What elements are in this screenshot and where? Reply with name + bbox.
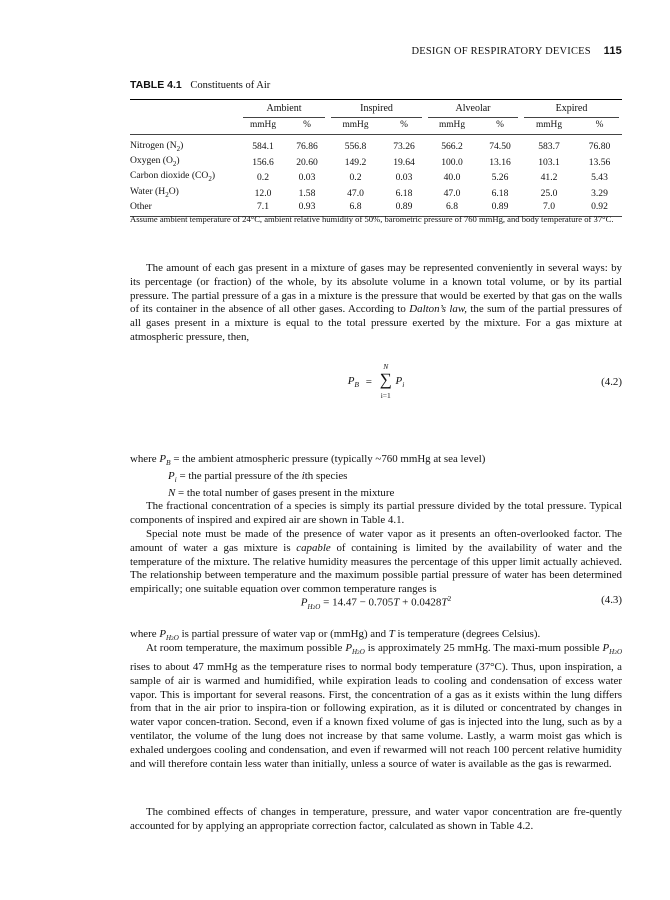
row-label: Other bbox=[130, 201, 152, 213]
cell: 20.60 bbox=[296, 156, 318, 168]
table-row bbox=[130, 201, 622, 213]
row-label: Water $(H_2O)$ bbox=[130, 185, 179, 199]
row-label: Oxygen $(O_2)$ bbox=[130, 154, 180, 168]
cell: 0.2 bbox=[257, 172, 269, 184]
capable-term: capable bbox=[296, 541, 331, 554]
row-label: Carbon dioxide $(CO_2)$ bbox=[130, 170, 216, 184]
cell: 5.26 bbox=[491, 172, 509, 184]
paragraph-correction-factor: The combined effects of changes in temperature, pressure, and water vapor concentration are fre-quently accounted for by applying an appropriate correction factor, calculated as shown in Table 4.2. bbox=[130, 806, 622, 832]
daltons-law-term: Dalton’s law, bbox=[409, 303, 468, 316]
cell: 41.2 bbox=[540, 172, 558, 184]
table-footnote: Assume ambient temperature of 24°C, ambient relative humidity of 50%, barometric pressure of 760 mmHg, and body temperature of 37°C. bbox=[130, 214, 614, 224]
cell: 13.56 bbox=[588, 156, 611, 168]
group-header-ambient: Ambient bbox=[243, 103, 325, 118]
row-label: Nitrogen $(N_2)$ bbox=[130, 139, 184, 153]
group-header-expired: Expired bbox=[524, 103, 619, 118]
cell: 6.18 bbox=[491, 187, 509, 199]
group-header-row bbox=[130, 103, 622, 118]
group-header-alveolar: Alveolar bbox=[428, 103, 518, 118]
variable-definitions bbox=[130, 453, 622, 499]
cell: 5.43 bbox=[591, 172, 608, 184]
paragraph-fractional-concentration: The fractional concentration of a species is simply its partial pressure divided by the total pressure. Typical components of inspired and expired air are shown in Table 4.1. bbox=[130, 500, 622, 526]
cell: 149.2 bbox=[344, 156, 367, 168]
unit-header: mmHg bbox=[425, 118, 479, 135]
unit-header-row bbox=[130, 118, 622, 135]
page-number: 115 bbox=[603, 45, 622, 57]
paragraph-room-temperature: At room temperature, the maximum possible $P_{H2O}$ is approximately 25 mmHg. The maxi-mum possible $P_{H2O}$ rises to about 47 mmHg as the temperature rises to normal body temperature (37°C). Thus, upon inspiration, a sample of air is warmed and humidified, while expiration leads to cooling and condensation of excess water vapor. This is important for several reasons. First, the concentration of a gas as it exists within the lung differs from that in the air prior to inspira-tion or following expiration, as it is diluted or concentrated by changes in water vapor concen-tration. Second, even if a known fixed volume of gas is injected into the lung, such as by a ventilator, the volume of the lung does not increase by that same volume. Lastly, a warm moist gas which is exhaled undergoes cooling and condensation, and even if rewarmed will not reach 100 percent relative humidity and will therefore contain less water than initially, unless a source of water is available as the gas is rewarmed. bbox=[130, 642, 623, 770]
unit-header: % bbox=[383, 118, 425, 135]
cell: 556.8 bbox=[344, 141, 367, 153]
equation-4-2: $P_B$ = N ∑ i=1 $P_i$ (4.2) bbox=[347, 362, 622, 400]
summation-sign: N ∑ i=1 bbox=[379, 362, 392, 400]
table-row bbox=[130, 186, 622, 201]
cell: 0.92 bbox=[591, 201, 608, 213]
definition-pb: where $P_B$ = the ambient atmospheric pressure (typically ~760 mmHg at sea level) bbox=[130, 453, 486, 468]
cell: 74.50 bbox=[489, 141, 511, 153]
cell: 47.0 bbox=[443, 187, 461, 199]
cell: 76.86 bbox=[296, 141, 318, 153]
paragraph-where-ph2o: where $P_{H2O}$ is partial pressure of water vap or (mmHg) and T is temperature (degrees Celsius). bbox=[130, 628, 541, 643]
definition-pi: $P_i$ = the partial pressure of the ith species bbox=[168, 469, 348, 484]
constituents-table bbox=[130, 99, 622, 217]
eq42-term: $P_i$ bbox=[395, 374, 405, 390]
cell: 7.0 bbox=[543, 201, 555, 213]
table-row bbox=[130, 140, 622, 155]
equation-4-3: $P_{H2O} = 14.47 - 0.705T + 0.0428T^2$ (4.3) bbox=[300, 594, 622, 611]
cell: 7.1 bbox=[257, 201, 269, 213]
table-title: Constituents of Air bbox=[190, 80, 271, 91]
paragraph-partial-pressure: The amount of each gas present in a mixture of gases may be represented conveniently in several ways: by its percentage (or fraction) of the whole, by its absolute volume in a known total volume, or by its partial pressure. The partial pressure of a gas in a mixture is the pressure that would be exerted by that gas on the walls of its container in the absence of all other gases. According to Dalton’s law, the sum of the partial pressures of all gases present in a mixture is equal to the total pressure exerted by the mixture. For a gas mixture at atmospheric pressure, then, bbox=[130, 262, 622, 343]
table-label: TABLE 4.1 bbox=[130, 79, 182, 91]
cell: 6.8 bbox=[446, 201, 458, 213]
running-head bbox=[411, 45, 622, 57]
unit-header: mmHg bbox=[328, 118, 383, 135]
cell: 40.0 bbox=[443, 172, 461, 184]
cell: 76.80 bbox=[588, 141, 611, 153]
cell: 3.29 bbox=[591, 187, 608, 199]
cell: 6.8 bbox=[349, 201, 362, 213]
cell: 103.1 bbox=[538, 156, 560, 168]
group-header-inspired: Inspired bbox=[331, 103, 422, 118]
cell: 566.2 bbox=[441, 141, 463, 153]
cell: 156.6 bbox=[252, 156, 274, 168]
unit-header: mmHg bbox=[521, 118, 577, 135]
table-row bbox=[130, 170, 622, 185]
cell: 0.89 bbox=[395, 201, 413, 213]
cell: 0.2 bbox=[349, 172, 362, 184]
equation-number: (4.3) bbox=[601, 594, 622, 606]
cell: 13.16 bbox=[489, 156, 511, 168]
cell: 6.18 bbox=[395, 187, 413, 199]
cell: 19.64 bbox=[393, 156, 415, 168]
cell: 25.0 bbox=[540, 187, 558, 199]
cell: 73.26 bbox=[393, 141, 415, 153]
cell: 0.89 bbox=[491, 201, 509, 213]
cell: 12.0 bbox=[254, 187, 272, 199]
unit-header: % bbox=[577, 118, 622, 135]
cell: 583.7 bbox=[538, 141, 560, 153]
unit-header: % bbox=[479, 118, 521, 135]
eq42-lhs: $P_B$ bbox=[347, 374, 360, 390]
cell: 0.03 bbox=[395, 172, 413, 184]
definition-n: N = the total number of gases present in the mixture bbox=[168, 486, 395, 499]
unit-header: mmHg bbox=[240, 118, 286, 135]
running-head-title: DESIGN OF RESPIRATORY DEVICES bbox=[411, 46, 591, 57]
equation-number: (4.2) bbox=[601, 376, 622, 388]
table-row bbox=[130, 155, 622, 170]
paragraph-water-vapor: Special note must be made of the presence of water vapor as it presents an often-overlooked factor. The amount of water a gas mixture is capable of containing is limited by the availability of water and the temperature of the mixture. The relative humidity measures the percentage of this upper limit actually achieved. The relationship between temperature and the maximum possible partial pressure of water has been determined empirically; one suitable equation over common temperature ranges is bbox=[130, 528, 622, 596]
cell: 47.0 bbox=[347, 187, 364, 199]
cell: 100.0 bbox=[441, 156, 463, 168]
table-caption bbox=[130, 79, 270, 91]
cell: 584.1 bbox=[252, 141, 274, 153]
cell: 1.58 bbox=[298, 187, 316, 199]
unit-header: % bbox=[286, 118, 328, 135]
cell: 0.93 bbox=[298, 201, 316, 213]
cell: 0.03 bbox=[298, 172, 316, 184]
